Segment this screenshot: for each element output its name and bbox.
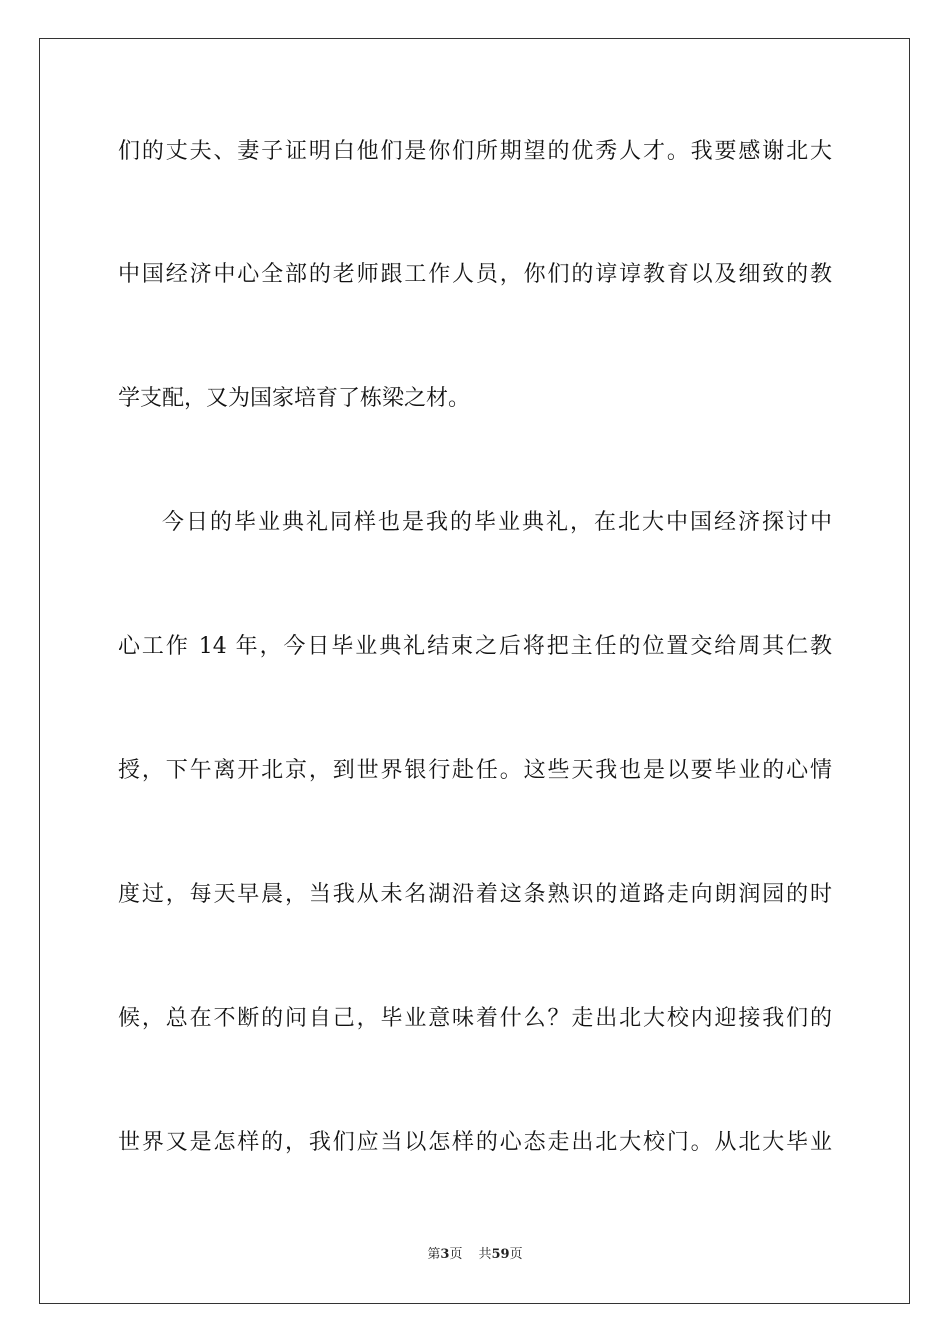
- text-line: 心工作 14 年，今日毕业典礼结束之后将把主任的位置交给周其仁教: [118, 634, 832, 659]
- page-suffix: 页: [449, 1247, 463, 1262]
- page-prefix: 第: [427, 1247, 441, 1262]
- total-prefix: 共: [478, 1247, 492, 1262]
- text-line: 世界又是怎样的，我们应当以怎样的心态走出北大校门。从北大毕业: [118, 1130, 832, 1155]
- page-footer: [0, 1245, 950, 1265]
- page-border: [39, 38, 910, 1304]
- page-current: 3: [440, 1247, 450, 1262]
- text-line: 中国经济中心全部的老师跟工作人员，你们的谆谆教育以及细致的教: [118, 262, 832, 287]
- paragraph-first-line: 今日的毕业典礼同样也是我的毕业典礼，在北大中国经济探讨中: [162, 510, 832, 535]
- text-line: 们的丈夫、妻子证明白他们是你们所期望的优秀人才。我要感谢北大: [118, 139, 832, 164]
- page-total: 59: [491, 1247, 510, 1262]
- text-line: 学支配，又为国家培育了栋梁之材。: [118, 386, 471, 411]
- text-line: 授，下午离开北京，到世界银行赴任。这些天我也是以要毕业的心情: [118, 758, 832, 783]
- text-line: 度过，每天早晨，当我从未名湖沿着这条熟识的道路走向朗润园的时: [118, 882, 832, 907]
- total-suffix: 页: [509, 1247, 523, 1262]
- text-line: 候，总在不断的问自己，毕业意味着什么？走出北大校内迎接我们的: [118, 1006, 832, 1031]
